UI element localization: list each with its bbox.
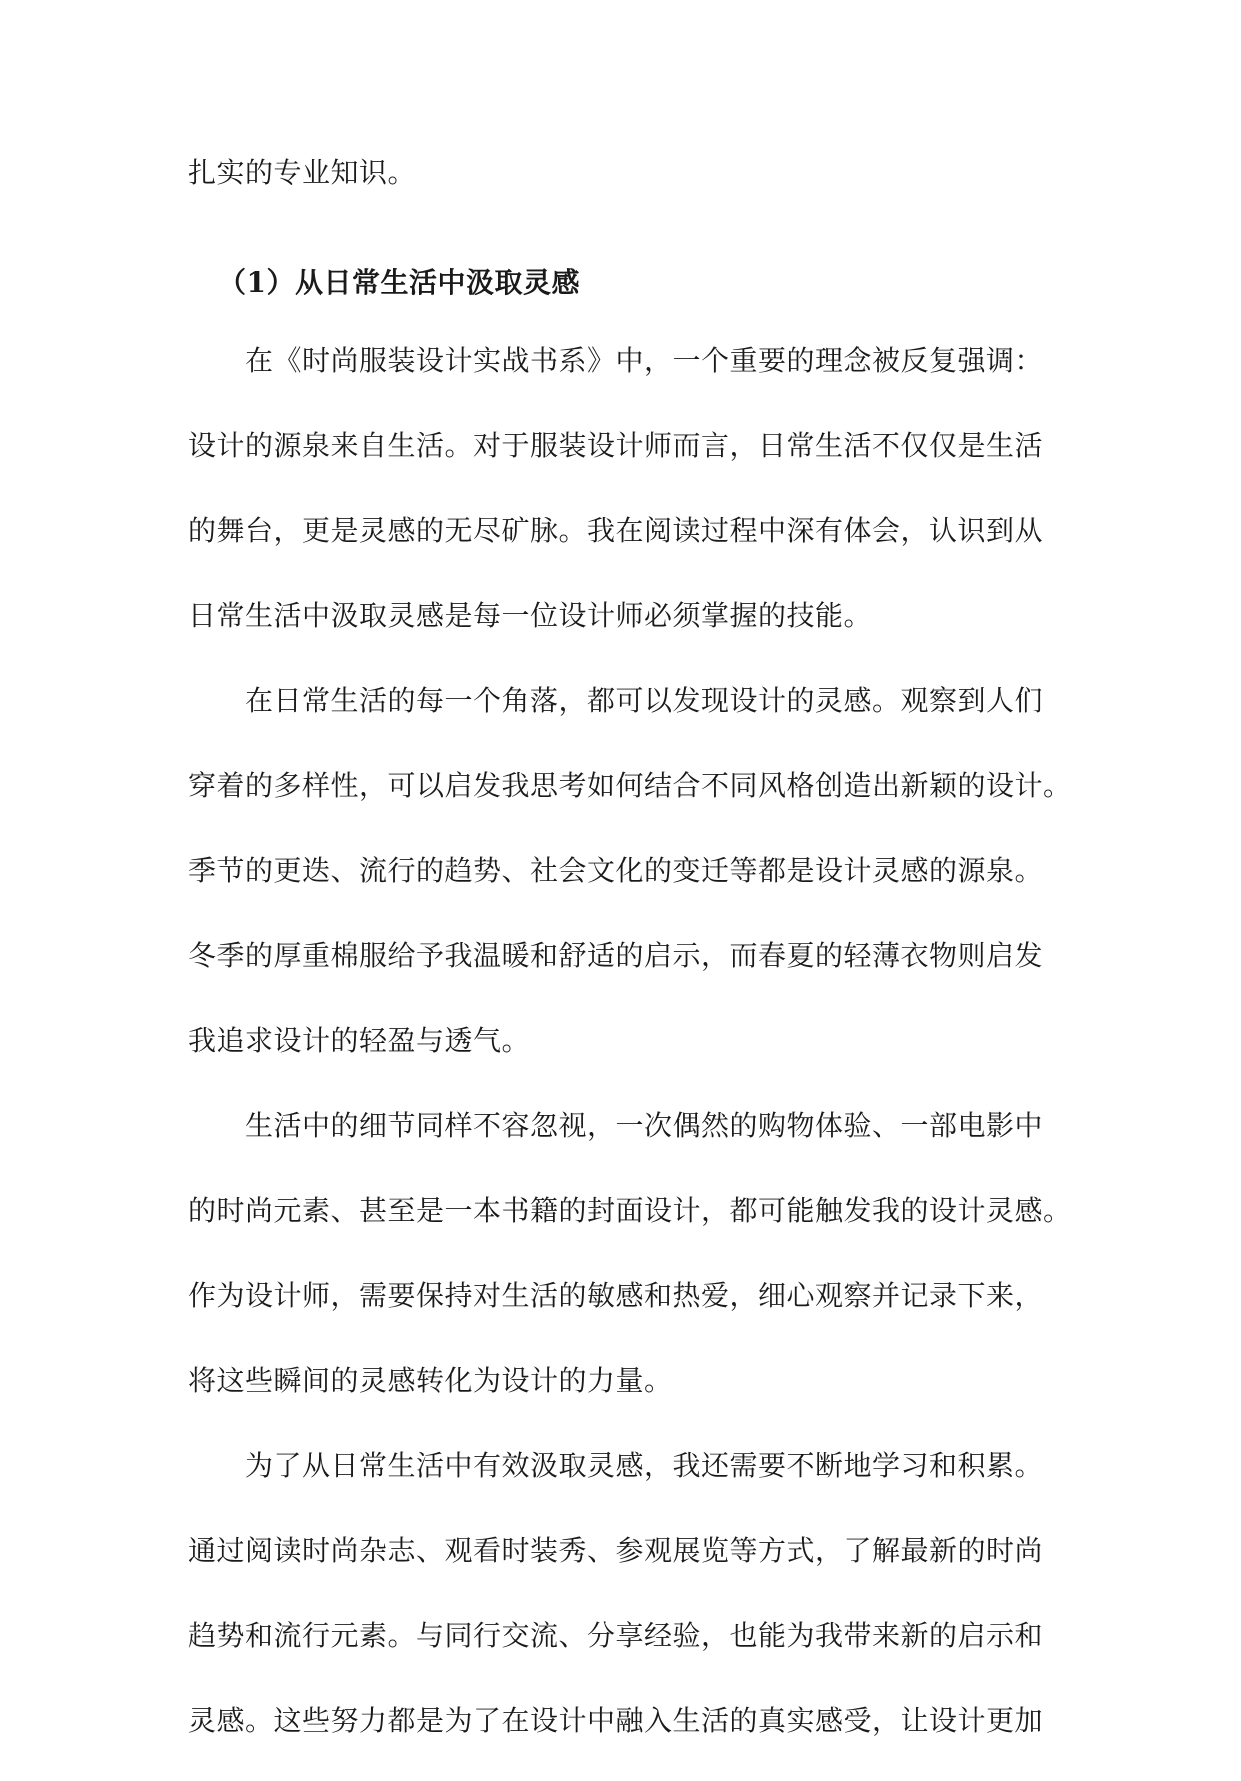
paragraph-line: 通过阅读时尚杂志、观看时装秀、参观展览等方式，了解最新的时尚: [188, 1534, 1044, 1567]
paragraph-line: 日常生活中汲取灵感是每一位设计师必须掌握的技能。: [188, 599, 873, 632]
document-body: [188, 148, 1072, 1781]
paragraph-2: [188, 676, 1072, 1101]
section-heading: （1）从日常生活中汲取灵感: [218, 266, 580, 299]
paragraph-line: 我追求设计的轻盈与透气。: [188, 1024, 531, 1057]
paragraph-line: 将这些瞬间的灵感转化为设计的力量。: [188, 1364, 673, 1397]
paragraph-line: 作为设计师，需要保持对生活的敏感和热爱，细心观察并记录下来，: [188, 1279, 1044, 1312]
paragraph-line: 的时尚元素、甚至是一本书籍的封面设计，都可能触发我的设计灵感。: [188, 1194, 1072, 1227]
paragraph-line: 的舞台，更是灵感的无尽矿脉。我在阅读过程中深有体会，认识到从: [188, 514, 1044, 547]
lead-line: 扎实的专业知识。: [188, 156, 417, 189]
paragraph-line: 穿着的多样性，可以启发我思考如何结合不同风格创造出新颖的设计。: [188, 769, 1072, 802]
paragraph-line: 生活中的细节同样不容忽视，一次偶然的购物体验、一部电影中: [245, 1109, 1044, 1142]
paragraph-line: 为了从日常生活中有效汲取灵感，我还需要不断地学习和积累。: [245, 1449, 1044, 1482]
paragraph-line: 设计的源泉来自生活。对于服装设计师而言，日常生活不仅仅是生活: [188, 429, 1044, 462]
paragraph-line: 冬季的厚重棉服给予我温暖和舒适的启示，而春夏的轻薄衣物则启发: [188, 939, 1044, 972]
paragraph-line: 趋势和流行元素。与同行交流、分享经验，也能为我带来新的启示和: [188, 1619, 1044, 1652]
paragraph-3: [188, 1101, 1072, 1441]
paragraph-line: 在《时尚服装设计实战书系》中，一个重要的理念被反复强调：: [245, 344, 1044, 377]
paragraph-line: 在日常生活的每一个角落，都可以发现设计的灵感。观察到人们: [245, 684, 1044, 717]
paragraph-line: 灵感。这些努力都是为了在设计中融入生活的真实感受，让设计更加: [188, 1704, 1044, 1737]
paragraph-line: 季节的更迭、流行的趋势、社会文化的变迁等都是设计灵感的源泉。: [188, 854, 1044, 887]
paragraph-1: [188, 336, 1054, 676]
paragraph-4: [188, 1441, 1054, 1781]
